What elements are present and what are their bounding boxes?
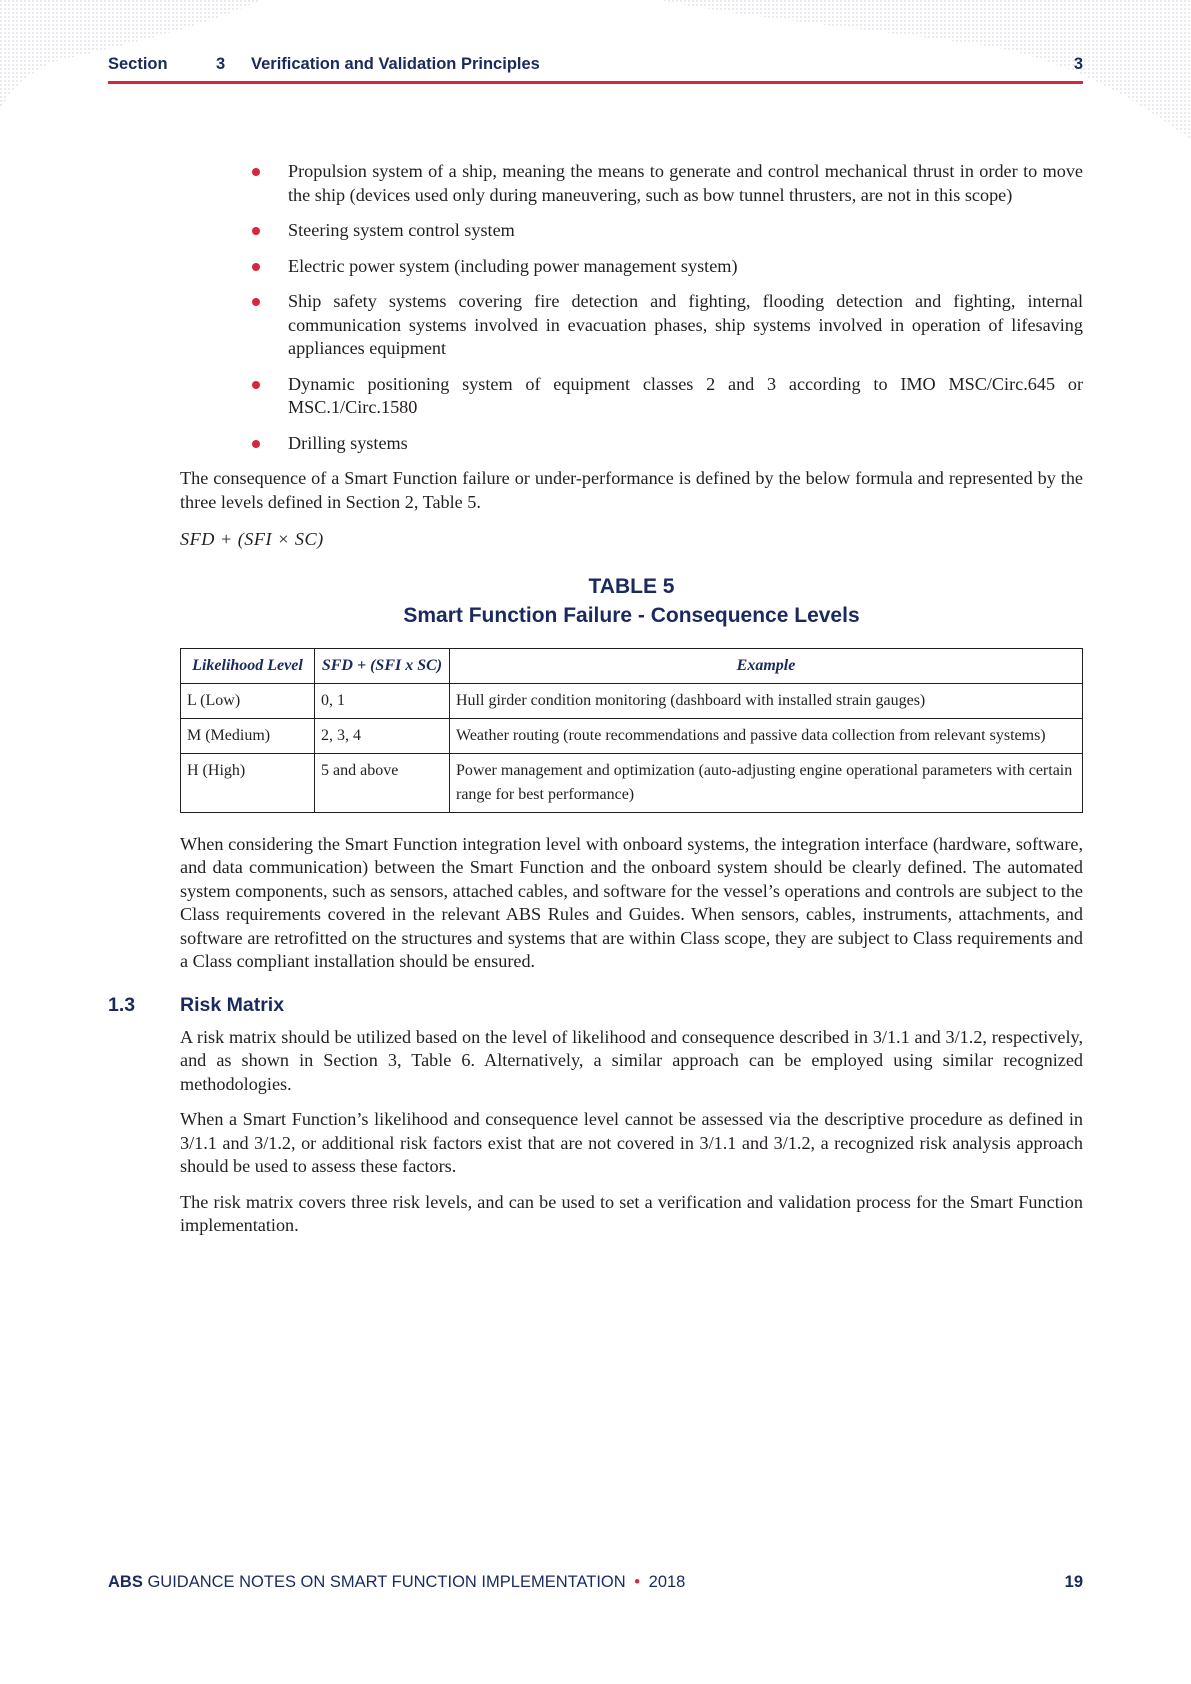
- table-cell: Weather routing (route recommendations and passive data collection from relevant systems): [450, 718, 1083, 753]
- integration-paragraph: When considering the Smart Function integration level with onboard systems, the integration interface (hardware, software, and data communication) between the Smart Function and the onboard system should be clearly defined. The automated system components, such as sensors, attached cables, and software for the vessel’s operations and controls are subject to the Class requirements covered in the relevant ABS Rules and Guides. When sensors, cables, instruments, attachments, and software are retrofitted on the structures and systems that are within Class scope, they are subject to Class requirements and a Class compliant installation should be ensured.: [180, 833, 1083, 971]
- footer-brand: ABS: [108, 1573, 143, 1591]
- footer-year: 2018: [648, 1573, 686, 1591]
- section-number: 3: [216, 55, 226, 73]
- section-heading-number: 1.3: [108, 993, 136, 1016]
- table-row: [181, 753, 1083, 812]
- table-cell: 0, 1: [315, 683, 450, 718]
- list-item: Dynamic positioning system of equipment classes 2 and 3 according to IMO MSC/Circ.645 or MSC.1/Circ.1580: [288, 373, 1083, 420]
- risk-matrix-paragraph: When a Smart Function’s likelihood and consequence level cannot be assessed via the descriptive procedure as defined in 3/1.1 and 3/1.2, or additional risk factors exist that are not covered in 3/1.1 and 3/1.2, a recognized risk analysis approach should be used to assess these factors.: [180, 1109, 1083, 1176]
- list-item: Propulsion system of a ship, meaning the means to generate and control mechanical thrust in order to move the ship (devices used only during maneuvering, such as bow tunnel thrusters, are not in this scope): [288, 160, 1083, 207]
- section-label: Section: [108, 55, 168, 73]
- bullet-icon: [252, 263, 260, 271]
- bullet-list: [180, 160, 1083, 455]
- footer-separator: •: [634, 1573, 641, 1591]
- bullet-icon: [252, 168, 260, 176]
- bullet-icon: [252, 440, 260, 448]
- consequence-paragraph: The consequence of a Smart Function failure or under-performance is defined by the below formula and represented by the three levels defined in Section 2, Table 5.: [180, 468, 1083, 512]
- table-caption: [180, 572, 1083, 630]
- page-footer: [108, 1573, 1083, 1592]
- table-header-row: [181, 648, 1083, 683]
- page-number: 19: [1064, 1573, 1083, 1591]
- table-cell: H (High): [181, 753, 315, 812]
- table-cell: 2, 3, 4: [315, 718, 450, 753]
- risk-matrix-paragraph: The risk matrix covers three risk levels, and can be used to set a verification and validation process for the Smart Function implementation.: [180, 1191, 1083, 1235]
- header-rule: [108, 81, 1083, 84]
- footer-title: GUIDANCE NOTES ON SMART FUNCTION IMPLEMENTATION: [147, 1573, 626, 1591]
- section-heading: [108, 993, 1083, 1018]
- formula: SFD + (SFI × SC): [180, 529, 324, 549]
- table-title: Smart Function Failure - Consequence Levels: [403, 603, 860, 627]
- table-cell: Hull girder condition monitoring (dashboard with installed strain gauges): [450, 683, 1083, 718]
- bullet-icon: [252, 227, 260, 235]
- bullet-icon: [252, 298, 260, 306]
- header-likelihood-level: Likelihood Level: [181, 648, 315, 683]
- header-formula: SFD + (SFI x SC): [315, 648, 450, 683]
- header-right-number: 3: [1073, 55, 1083, 73]
- header-example: Example: [450, 648, 1083, 683]
- list-item: Ship safety systems covering fire detection and fighting, flooding detection and fighting, internal communication systems involved in evacuation phases, ship systems involved in operation of lifesaving appliances equipment: [288, 290, 1083, 361]
- table-cell: M (Medium): [181, 718, 315, 753]
- table-row: [181, 683, 1083, 718]
- list-item: Electric power system (including power management system): [288, 255, 1083, 279]
- bullet-icon: [252, 381, 260, 389]
- consequence-levels-table: [180, 648, 1083, 813]
- table-cell: L (Low): [181, 683, 315, 718]
- list-item: Drilling systems: [288, 432, 1083, 456]
- page-content: [108, 160, 1083, 1250]
- section-heading-title: Risk Matrix: [180, 993, 285, 1016]
- section-title: Verification and Validation Principles: [251, 55, 540, 73]
- list-item: Steering system control system: [288, 219, 1083, 243]
- page-header: [108, 52, 1083, 82]
- risk-matrix-paragraph: A risk matrix should be utilized based on the level of likelihood and consequence described in 3/1.1 and 3/1.2, respectively, and as shown in Section 3, Table 6. Alternatively, a similar approach can be employed using similar recognized methodologies.: [180, 1026, 1083, 1094]
- table-label: TABLE 5: [588, 574, 675, 598]
- table-cell: 5 and above: [315, 753, 450, 812]
- table-row: [181, 718, 1083, 753]
- table-cell: Power management and optimization (auto-adjusting engine operational parameters with certain range for best performance): [450, 753, 1083, 812]
